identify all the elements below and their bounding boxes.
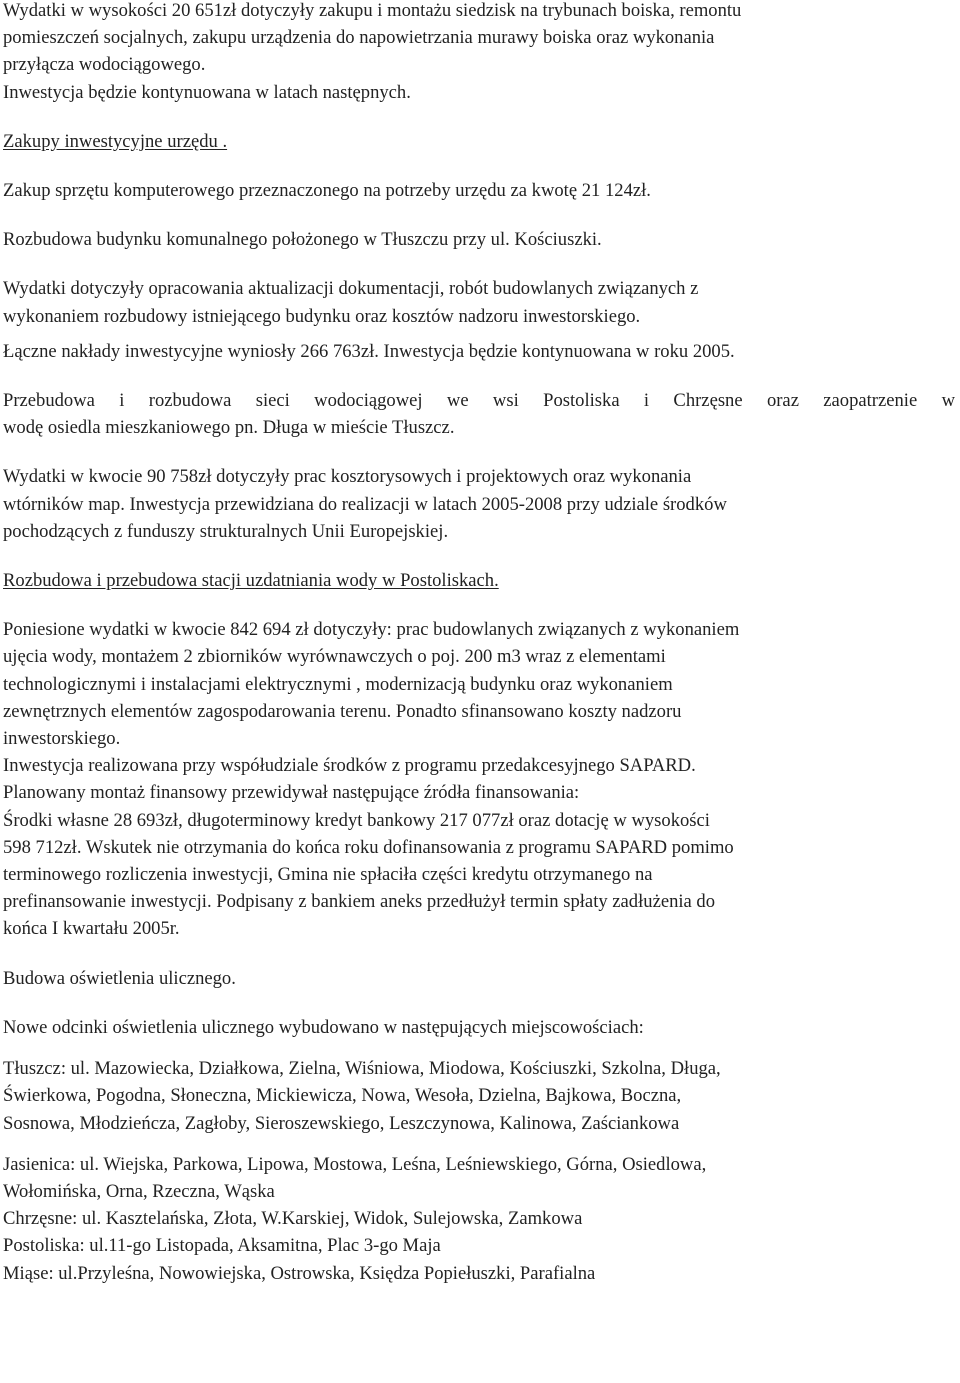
text-line: prefinansowanie inwestycji. Podpisany z bankiem aneks przedłużył termin spłaty zadłużenia do [3, 891, 716, 913]
heading-water-network [3, 387, 955, 441]
text-line: Świerkowa, Pogodna, Słoneczna, Mickiewicza, Nowa, Wesoła, Dzielna, Bajkowa, Boczna, [3, 1085, 682, 1107]
paragraph-stadium-expenses [3, 0, 955, 79]
text-line: Wydatki dotyczyły opracowania aktualizacji dokumentacji, robót budowlanych związanych z [3, 278, 699, 300]
text-line: przyłącza wodociągowego. [3, 54, 206, 76]
text-line: terminowego rozliczenia inwestycji, Gmina nie spłaciła części kredytu otrzymanego na [3, 864, 653, 886]
text-line: pomieszczeń socjalnych, zakupu urządzenia do napowietrzania murawy boiska oraz wykonania [3, 27, 715, 49]
heading-building-extension: Rozbudowa budynku komunalnego położonego w Tłuszczu przy ul. Kościuszki. [3, 229, 602, 251]
text-line: wykonaniem rozbudowy istniejącego budynku oraz kosztów nadzoru inwestorskiego. [3, 305, 641, 327]
text-line: inwestorskiego. [3, 728, 121, 750]
heading-street-lighting: Budowa oświetlenia ulicznego. [3, 967, 236, 989]
heading-office-purchases: Zakupy inwestycyjne urzędu . [3, 130, 228, 152]
heading-water-station: Rozbudowa i przebudowa stacji uzdatniania wody w Postoliskach. [3, 570, 499, 592]
streets-jasienica [3, 1151, 955, 1205]
text-line: 598 712zł. Wskutek nie otrzymania do końca roku dofinansowania z programu SAPARD pomimo [3, 836, 734, 858]
streets-postoliska: Postoliska: ul.11-go Listopada, Aksamitna, Plac 3-go Maja [3, 1235, 441, 1257]
text-line: Przebudowa i rozbudowa sieci wodociągowej we wsi Postoliska i Chrzęsne oraz zaopatrzenie w [3, 390, 955, 412]
streets-chrzesne: Chrzęsne: ul. Kasztelańska, Złota, W.Karskiej, Widok, Sulejowska, Zamkowa [3, 1208, 583, 1230]
text-line: Sosnowa, Młodzieńcza, Zagłoby, Sieroszewskiego, Leszczynowa, Kalinowa, Zaściankowa [3, 1112, 680, 1134]
text-line: Wydatki w wysokości 20 651zł dotyczyły zakupu i montażu siedzisk na trybunach boiska, remontu [3, 0, 742, 21]
text-line: wodę osiedla mieszkaniowego pn. Długa w mieście Tłuszcz. [3, 417, 455, 439]
paragraph-continuation: Inwestycja będzie kontynuowana w latach następnych. [3, 81, 411, 103]
paragraph-water-station-expenses [3, 616, 955, 942]
text-line: Jasienica: ul. Wiejska, Parkowa, Lipowa, Mostowa, Leśna, Leśniewskiego, Górna, Osiedlowa, [3, 1153, 707, 1175]
paragraph-total-outlays: Łączne nakłady inwestycyjne wyniosły 266 763zł. Inwestycja będzie kontynuowana w roku 2005. [3, 340, 735, 362]
text-line: Wołomińska, Orna, Rzeczna, Wąska [3, 1180, 275, 1202]
text-line: wtórników map. Inwestycja przewidziana do realizacji w latach 2005-2008 przy udziale środków [3, 493, 727, 515]
text-line: pochodzących z funduszy strukturalnych Unii Europejskiej. [3, 520, 449, 542]
paragraph-street-lighting: Nowe odcinki oświetlenia ulicznego wybudowano w następujących miejscowościach: [3, 1016, 644, 1038]
paragraph-computer-purchase: Zakup sprzętu komputerowego przeznaczonego na potrzeby urzędu za kwotę 21 124zł. [3, 180, 651, 202]
paragraph-water-network-expenses [3, 463, 955, 545]
text-line: Tłuszcz: ul. Mazowiecka, Działkowa, Zielna, Wiśniowa, Miodowa, Kościuszki, Szkolna, Długa, [3, 1058, 721, 1080]
text-line: zewnętrznych elementów zagospodarowania terenu. Ponadto sfinansowano koszty nadzoru [3, 700, 682, 722]
text-line: Planowany montaż finansowy przewidywał następujące źródła finansowania: [3, 782, 580, 804]
streets-tluszcz [3, 1055, 955, 1137]
text-line: końca I kwartału 2005r. [3, 918, 180, 940]
text-line: Inwestycja realizowana przy współudziale środków z programu przedakcesyjnego SAPARD. [3, 755, 696, 777]
text-line: Środki własne 28 693zł, długoterminowy kredyt bankowy 217 077zł oraz dotację w wysokości [3, 809, 710, 831]
streets-miase: Miąse: ul.Przyleśna, Nowowiejska, Ostrowska, Księdza Popiełuszki, Parafialna [3, 1262, 596, 1284]
text-line: Poniesione wydatki w kwocie 842 694 zł dotyczyły: prac budowlanych związanych z wykonaniem [3, 619, 740, 641]
text-line: Wydatki w kwocie 90 758zł dotyczyły prac kosztorysowych i projektowych oraz wykonania [3, 466, 692, 488]
paragraph-building-expenses [3, 275, 955, 329]
text-line: technologicznymi i instalacjami elektrycznymi , modernizacją budynku oraz wykonaniem [3, 673, 673, 695]
text-line: ujęcia wody, montażem 2 zbiorników wyrównawczych o poj. 200 m3 wraz z elementami [3, 646, 666, 668]
document-page [3, 0, 955, 1287]
